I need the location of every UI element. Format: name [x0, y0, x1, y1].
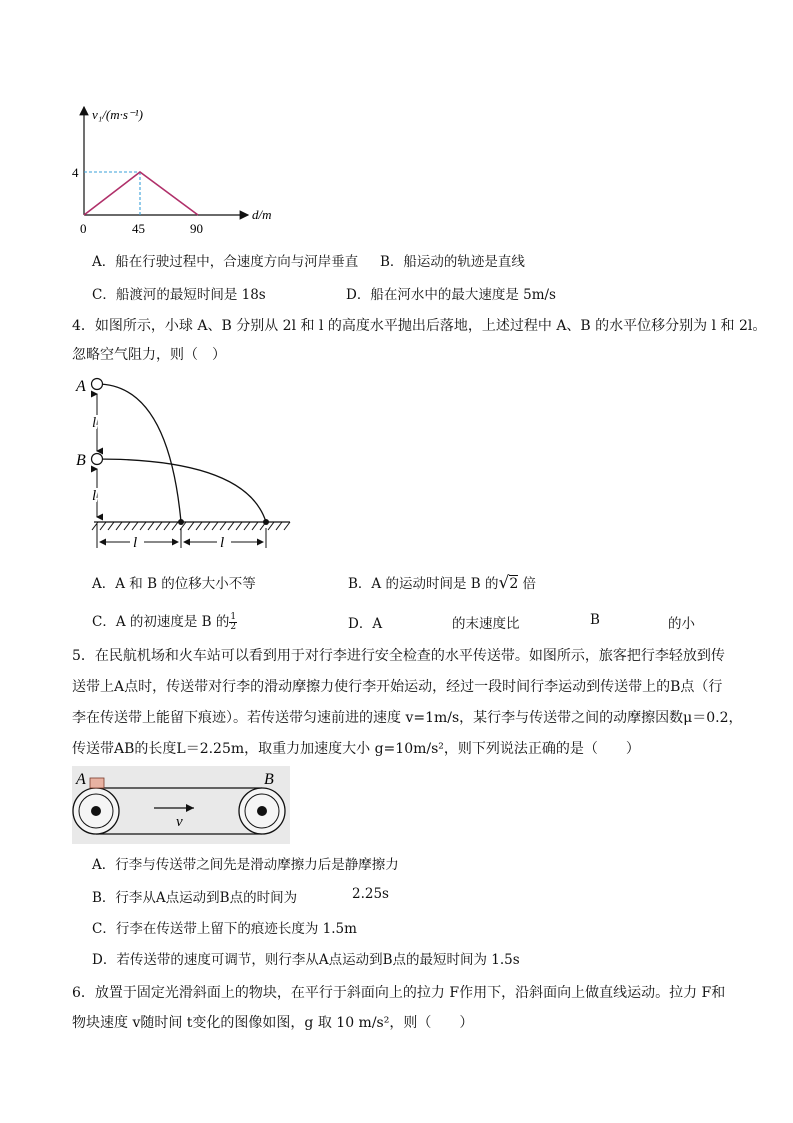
q5-option-a: A．行李与传送带之间先是滑动摩擦力后是静摩擦力: [92, 857, 399, 873]
sqrt-radicand: 2: [509, 576, 519, 592]
label-l-left: l: [133, 535, 138, 551]
origin-label: 0: [80, 221, 87, 236]
q6-stem-line1: 6．放置于固定光滑斜面上的物块，在平行于斜面向上的拉力 F作用下，沿斜面向上做直线运动。拉力 F和: [72, 985, 726, 1001]
fraction-denominator: 2: [230, 622, 237, 632]
ball-b: [92, 454, 103, 465]
q4-stem-line2: 忽略空气阻力，则（ ）: [72, 347, 226, 363]
q5-stem-line4: 传送带AB的长度L＝2.25m，取重力加速度大小 g=10m/s²，则下列说法正确的是（ ）: [72, 741, 640, 757]
ball-a: [92, 379, 103, 390]
y-tick-label: 4: [72, 165, 79, 180]
q5-option-c: C．行李在传送带上留下的痕迹长度为 1.5m: [92, 921, 357, 937]
q3-option-d: D．船在河水中的最大速度是 5m/s: [346, 287, 556, 303]
q4-option-c: [92, 610, 237, 632]
q5-option-b-text: B．行李从A点运动到B点的时间为: [92, 890, 298, 906]
x-axis-label: d/m: [252, 207, 272, 222]
q3-option-a: A．船在行驶过程中，合速度方向与河岸垂直: [92, 254, 359, 270]
x-tick-label-45: 45: [132, 221, 145, 236]
landing-point-a: [178, 519, 184, 525]
q3-option-b: B．船运动的轨迹是直线: [380, 254, 525, 270]
q5-stem-line3: 李在传送带上能留下痕迹）。若传送带匀速前进的速度 v=1m/s，某行李与传送带之间的动摩擦因数μ＝0.2，: [72, 710, 743, 726]
fraction-numerator: 1: [230, 612, 237, 622]
label-l-upper: l: [92, 415, 97, 431]
q4-option-d-1: D．A: [348, 616, 383, 632]
q5-stem-line1: 5．在民航机场和火车站可以看到用于对行李进行安全检查的水平传送带。如图所示，旅客把行李轻放到传: [72, 648, 725, 664]
q4-option-b: [348, 572, 536, 593]
q4-option-d-4: 的小: [668, 616, 695, 632]
label-a: A: [76, 771, 86, 788]
velocity-distance-graph: [68, 95, 288, 240]
x-tick-label-90: 90: [190, 221, 203, 236]
q4-option-b-suffix: 倍: [522, 576, 537, 592]
label-v: v: [176, 814, 183, 830]
velocity-line: [84, 172, 198, 215]
pulley-left-axle: [91, 806, 101, 816]
q5-option-d: D．若传送带的速度可调节，则行李从A点运动到B点的最短时间为 1.5s: [92, 952, 520, 968]
projectile-figure: [70, 372, 295, 552]
q4-option-d-2: 的末速度比: [452, 616, 520, 632]
q4-option-c-text: C．A 的初速度是 B 的: [92, 614, 230, 630]
q4-stem-line1: 4．如图所示，小球 A、B 分别从 2l 和 l 的高度水平抛出后落地，上述过程中 A、B 的水平位移分别为 l 和 2l。: [72, 318, 767, 334]
q3-option-c: C．船渡河的最短时间是 18s: [92, 287, 266, 303]
pulley-right-axle: [257, 806, 267, 816]
luggage-block: [90, 778, 104, 788]
q5-stem-line2: 送带上A点时，传送带对行李的滑动摩擦力使行李开始运动，经过一段时间行李运动到传送带上的B点（行: [72, 679, 723, 695]
label-l-right: l: [220, 535, 225, 551]
fraction: [229, 613, 237, 632]
q6-stem-line2: 物块速度 v随时间 t变化的图像如图，g 取 10 m/s²，则（ ）: [72, 1015, 474, 1031]
label-b: B: [76, 452, 86, 469]
q4-option-a: A．A 和 B 的位移大小不等: [92, 576, 256, 592]
landing-point-b: [263, 519, 269, 525]
conveyor-belt-figure: [72, 766, 290, 844]
trajectory-b: [97, 459, 266, 522]
q5-option-b-value: 2.25s: [352, 886, 389, 902]
label-l-lower: l: [92, 488, 97, 504]
label-b: B: [264, 771, 274, 788]
label-a: A: [76, 378, 86, 395]
q4-option-b-text: B．A 的运动时间是 B 的: [348, 576, 499, 592]
y-axis-label: v₁/(m·s⁻¹): [92, 107, 144, 122]
q4-option-d-3: B: [590, 612, 600, 628]
ground-hatching: [92, 522, 290, 530]
trajectory-a: [97, 384, 181, 522]
sqrt-symbol: √: [498, 573, 510, 593]
